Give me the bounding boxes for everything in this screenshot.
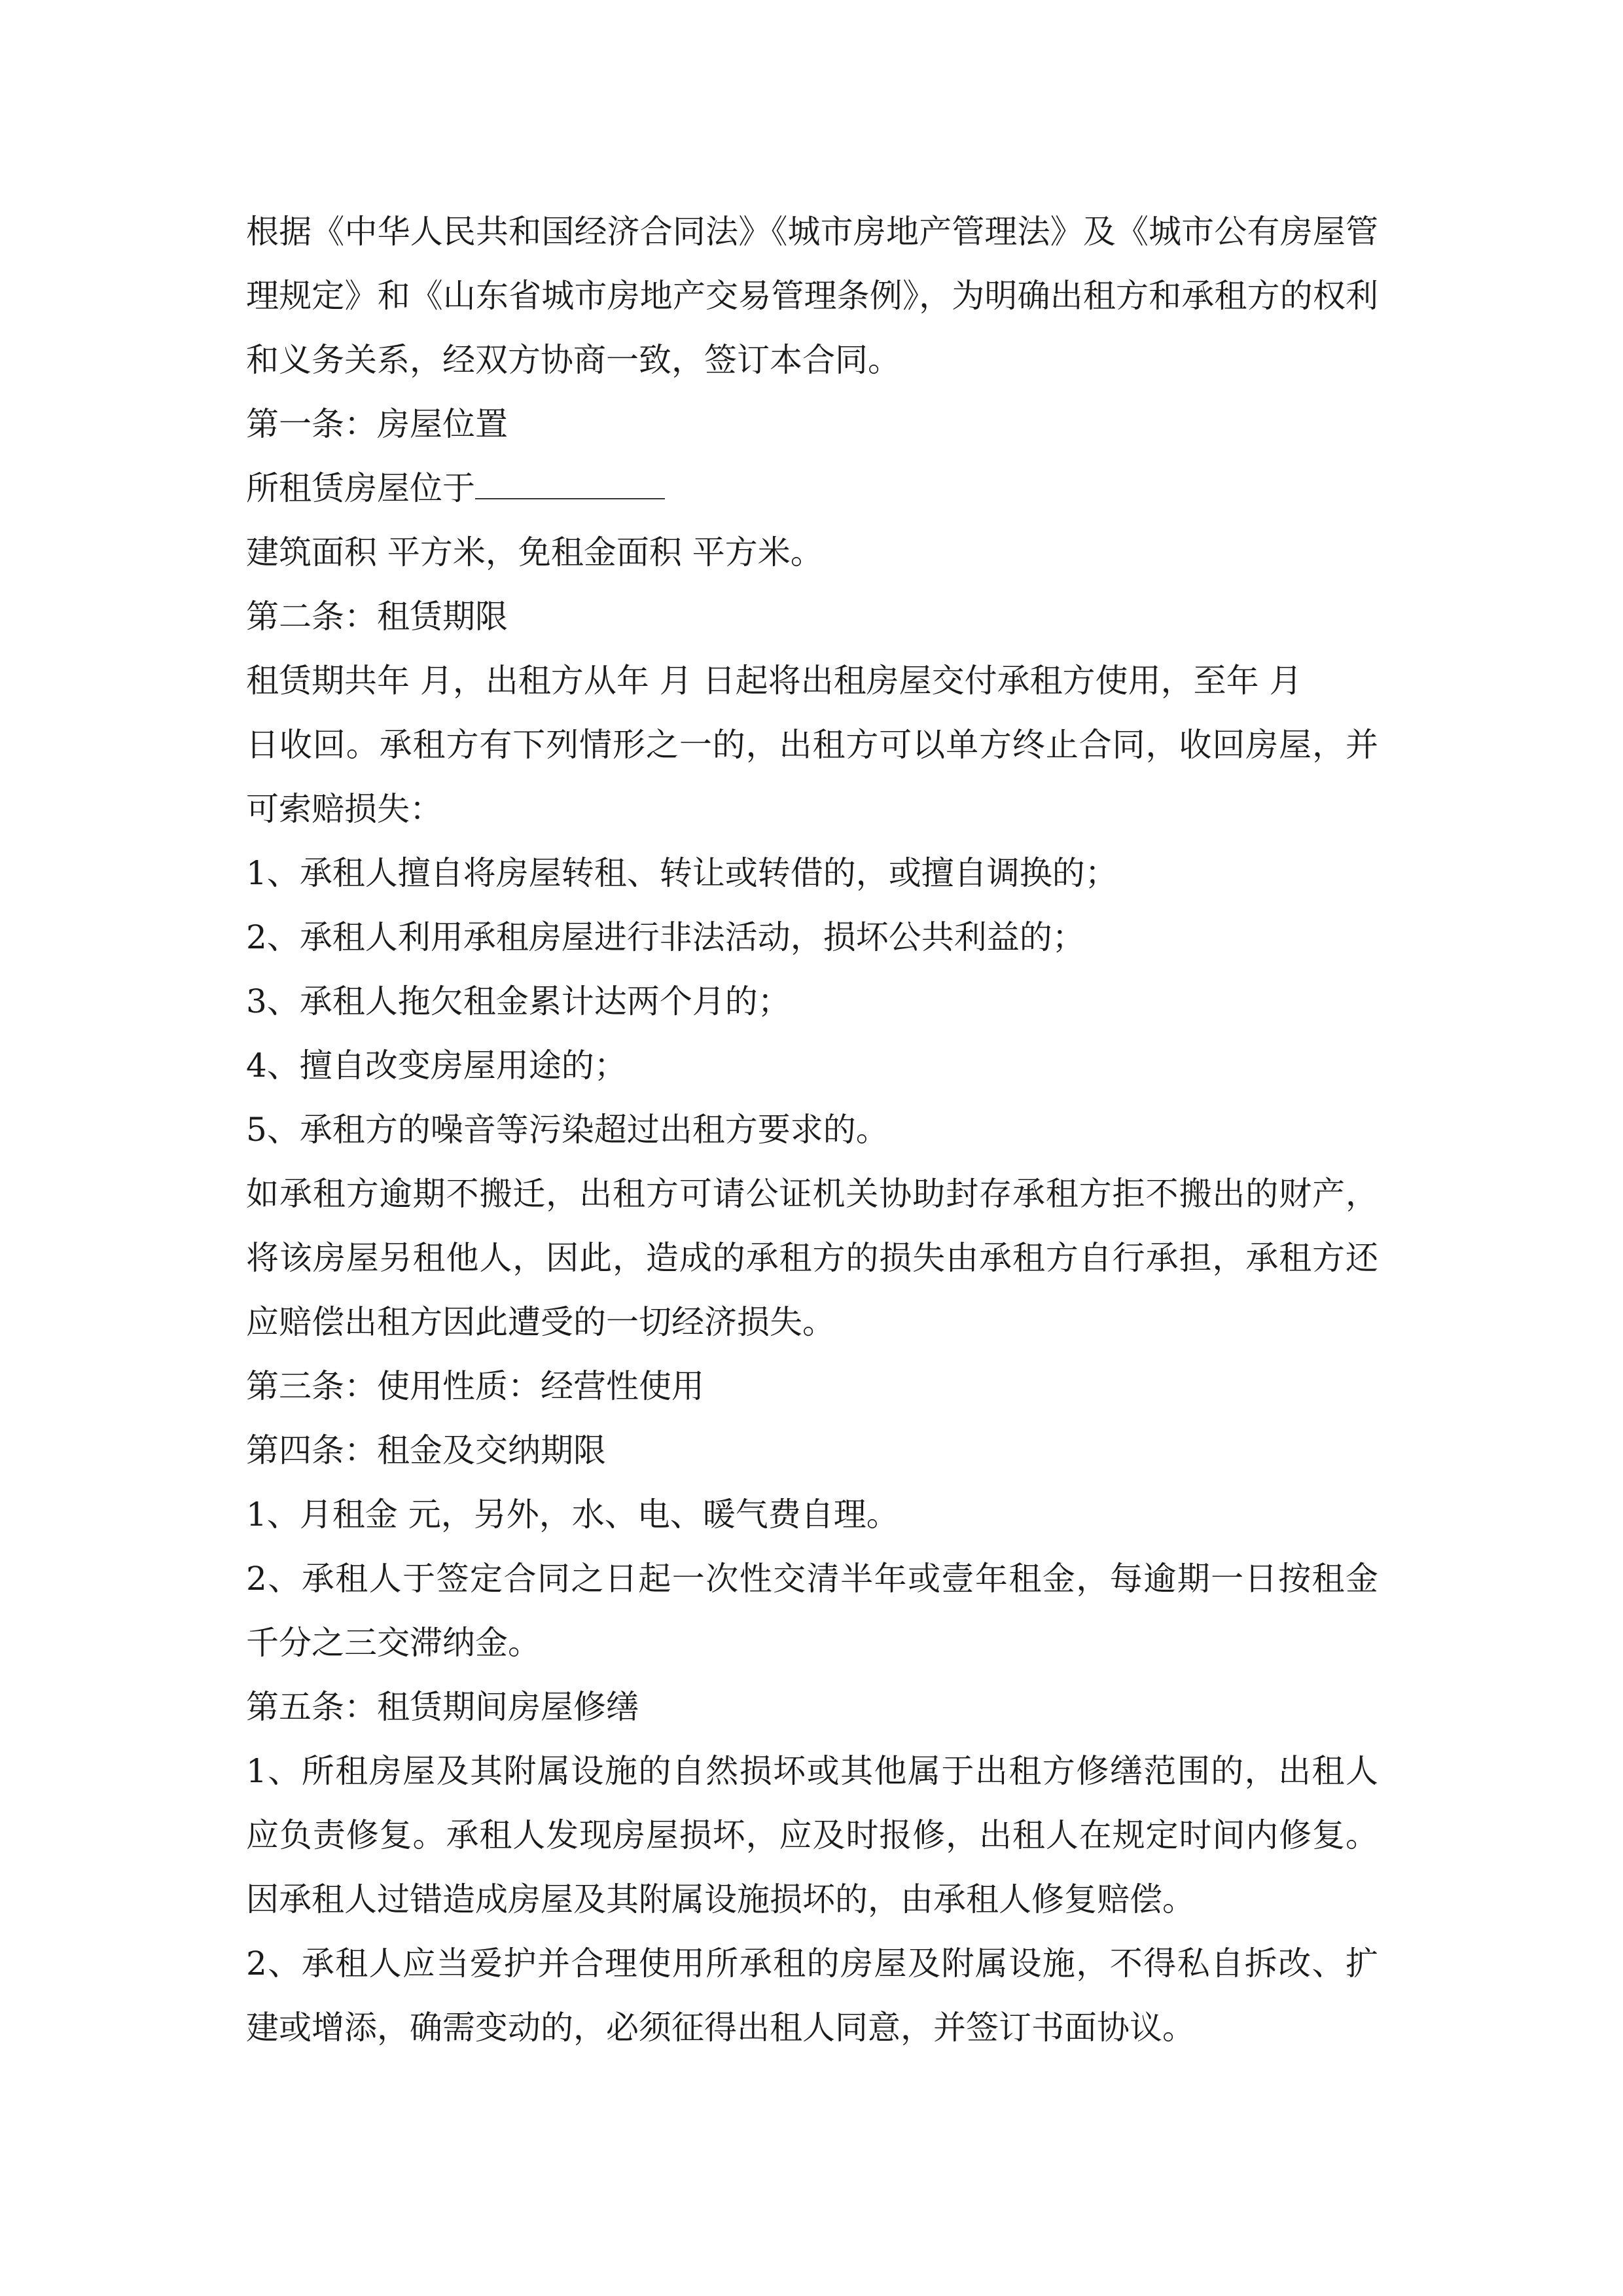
clause-1: 1、承租人擅自将房屋转租、转让或转借的，或擅自调换的； <box>246 854 1118 892</box>
repair-item-1: 1、所租房屋及其附属设施的自然损坏或其他属于出租方修缮范围的，出租人应负责修复。承租人发现房屋损坏，应及时报修，出租人在规定时间内修复。因承租人过错造成房屋及其附属设施损坏的，由承租人修复赔偿。 <box>246 1752 1378 1918</box>
article-1-heading: 第一条：房屋位置 <box>246 405 508 443</box>
intro-paragraph: 根据《中华人民共和国经济合同法》《城市房地产管理法》及《城市公有房屋管理规定》和《山东省城市房地产交易管理条例》，为明确出租方和承租方的权利和义务关系，经双方协商一致，签订本合同。 <box>246 213 1378 379</box>
termination-paragraph: 日收回。承租方有下列情形之一的，出租方可以单方终止合同，收回房屋，并可索赔损失： <box>246 726 1378 828</box>
location-line <box>246 456 1378 520</box>
article-3-heading: 第三条：使用性质：经营性使用 <box>246 1367 704 1405</box>
rent-item-1: 1、月租金 元，另外，水、电、暖气费自理。 <box>246 1496 899 1534</box>
article-5-heading: 第五条：租赁期间房屋修缮 <box>246 1688 639 1726</box>
rent-item-2: 2、承租人于签定合同之日起一次性交清半年或壹年租金，每逾期一日按租金千分之三交滞纳金。 <box>246 1560 1378 1662</box>
document-body <box>246 200 1378 2060</box>
article-4-heading: 第四条：租金及交纳期限 <box>246 1431 606 1469</box>
clause-5: 5、承租方的噪音等污染超过出租方要求的。 <box>246 1111 889 1149</box>
clause-4: 4、擅自改变房屋用途的； <box>246 1047 627 1085</box>
location-blank <box>475 459 665 499</box>
term-line: 租赁期共年 月，出租方从年 月 日起将出租房屋交付承租方使用，至年 月 <box>246 662 1302 700</box>
location-label: 所租赁房屋位于 <box>246 469 475 507</box>
repair-item-2: 2、承租人应当爱护并合理使用所承租的房屋及附属设施，不得私自拆改、扩建或增添，确需变动的，必须征得出租人同意，并签订书面协议。 <box>246 1945 1378 2047</box>
eviction-paragraph: 如承租方逾期不搬迁，出租方可请公证机关协助封存承租方拒不搬出的财产，将该房屋另租他人，因此，造成的承租方的损失由承租方自行承担，承租方还应赔偿出租方因此遭受的一切经济损失。 <box>246 1175 1378 1341</box>
clause-2: 2、承租人利用承租房屋进行非法活动，损坏公共利益的； <box>246 918 1085 956</box>
clause-3: 3、承租人拖欠租金累计达两个月的； <box>246 982 791 1020</box>
area-line: 建筑面积 平方米，免租金面积 平方米。 <box>246 533 823 571</box>
article-2-heading: 第二条：租赁期限 <box>246 598 508 636</box>
